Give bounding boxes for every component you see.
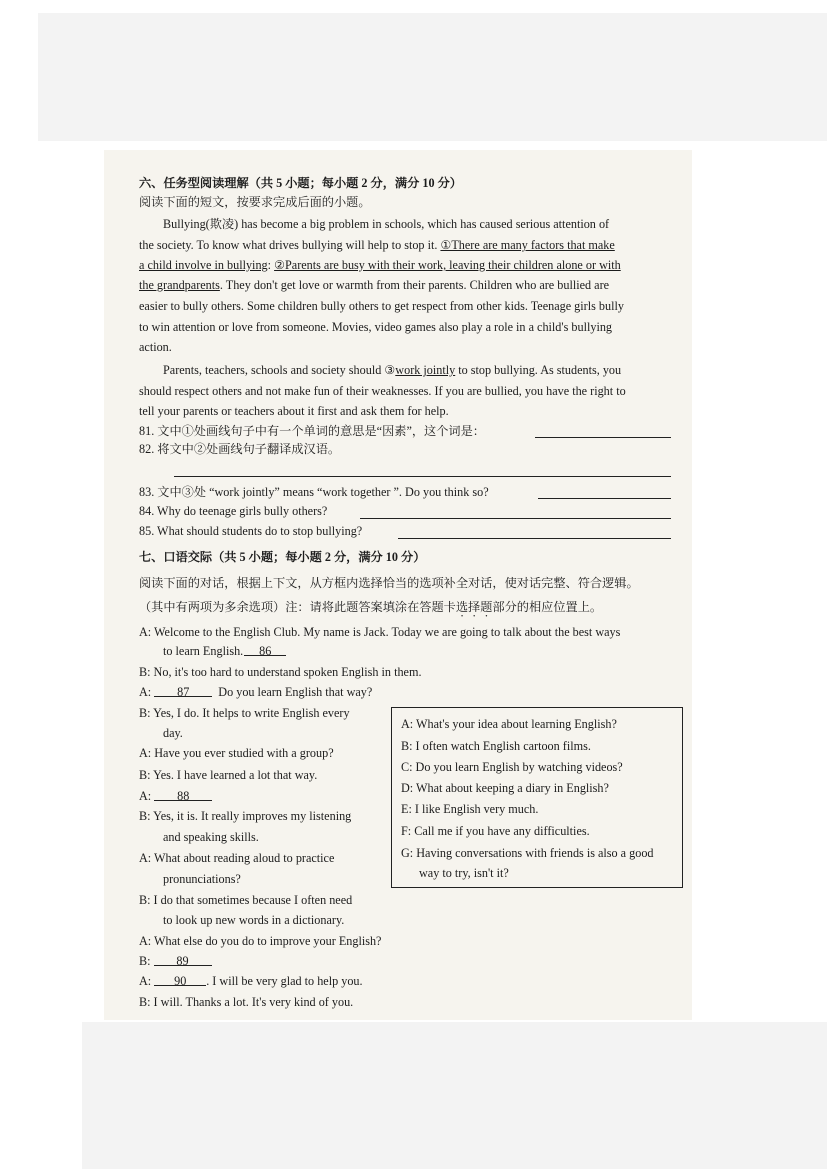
underlined-phrase-3: work jointly [395, 363, 456, 377]
dialogue-line: B: Yes, it is. It really improves my listening [139, 809, 352, 823]
note-emphasis: 选择题 [455, 600, 493, 614]
underlined-sentence-1-end: a child involve in bullying [139, 258, 268, 272]
option-e: E: I like English very much. [401, 802, 539, 816]
passage-line: to win attention or love from someone. Movies, video games also play a role in a child's bullying [139, 320, 613, 334]
question-83: 83. 文中③处 “work jointly” means “work together ”. Do you think so? [139, 485, 489, 499]
passage-line: easier to bully others. Some children bully others to get respect from other kids. Teenage girls bully [139, 299, 624, 313]
underlined-sentence-2-end: the grandparents [139, 278, 220, 292]
option-g-cont: way to try, isn't it? [419, 866, 509, 880]
question-81: 81. 文中①处画线句子中有一个单词的意思是“因素”，这个词是： [139, 424, 485, 438]
passage-line: tell your parents or teachers about it first and ask them for help. [139, 404, 449, 418]
section7-note [139, 599, 602, 620]
section6-title: 六、任务型阅读理解（共 5 小题；每小题 2 分，满分 10 分） [139, 176, 462, 190]
dialogue-line: and speaking skills. [163, 830, 259, 844]
passage-line [139, 237, 615, 253]
dialogue-text: A: [139, 789, 152, 803]
passage-line: should respect others and not make fun of their weaknesses. If you are bullied, you have the right to [139, 384, 626, 398]
dialogue-line [139, 788, 212, 804]
underlined-sentence-2: ②Parents are busy with their work, leaving their children alone or with [274, 258, 621, 272]
section6-instruction: 阅读下面的短文，按要求完成后面的小题。 [139, 195, 371, 209]
dialogue-line: B: Yes, I do. It helps to write English every [139, 706, 350, 720]
question-84: 84. Why do teenage girls bully others? [139, 504, 328, 518]
dialogue-line: day. [163, 726, 183, 740]
dialogue-line [139, 953, 212, 969]
passage-text: Parents, teachers, schools and society should [163, 363, 385, 377]
passage-line [139, 277, 609, 293]
answer-line-82[interactable] [174, 476, 671, 477]
circled-number-3: ③ [384, 363, 396, 377]
dialogue-line: to look up new words in a dictionary. [163, 913, 345, 927]
option-f: F: Call me if you have any difficulties. [401, 824, 590, 838]
dialogue-line [163, 643, 286, 659]
dialogue-text: to learn English. [163, 644, 244, 658]
passage-line [163, 362, 621, 378]
answer-line-85[interactable] [398, 538, 671, 539]
passage-line: Bullying(欺凌) has become a big problem in schools, which has caused serious attention of [163, 217, 610, 231]
top-scan-shadow [38, 13, 827, 141]
passage-text: . They don't get love or warmth from their parents. Children who are bullied are [219, 278, 610, 292]
dialogue-text: A: [139, 974, 152, 988]
blank-88[interactable]: 88 [154, 788, 212, 801]
dialogue-line: pronunciations? [163, 872, 241, 886]
dialogue-line: A: What else do you do to improve your English? [139, 934, 382, 948]
dialogue-line: B: I do that sometimes because I often need [139, 893, 353, 907]
answer-line-83[interactable] [538, 498, 671, 499]
option-c: C: Do you learn English by watching videos? [401, 760, 623, 774]
note-text: （其中有两项为多余选项）注：请将此题答案填涂在答题卡 [139, 600, 456, 614]
answer-line-84[interactable] [360, 518, 671, 519]
dialogue-line: B: No, it's too hard to understand spoken English in them. [139, 665, 422, 679]
option-d: D: What about keeping a diary in English? [401, 781, 609, 795]
dialogue-line: B: Yes. I have learned a lot that way. [139, 768, 318, 782]
dialogue-line [139, 684, 372, 700]
bottom-scan-shadow [82, 1022, 827, 1169]
option-b: B: I often watch English cartoon films. [401, 739, 591, 753]
section7-title: 七、口语交际（共 5 小题；每小题 2 分，满分 10 分） [139, 550, 426, 564]
dialogue-line [139, 973, 363, 989]
passage-text: the society. To know what drives bullying will help to stop it. [139, 238, 441, 252]
passage-line: action. [139, 340, 172, 354]
passage-text: : [267, 258, 275, 272]
question-82: 82. 将文中②处画线句子翻译成汉语。 [139, 442, 341, 456]
dialogue-line: A: Welcome to the English Club. My name is Jack. Today we are going to talk about the best ways [139, 625, 621, 639]
dialogue-text: Do you learn English that way? [218, 685, 373, 699]
note-text: 部分的相应位置上。 [492, 600, 603, 614]
dialogue-line: A: What about reading aloud to practice [139, 851, 335, 865]
passage-line [139, 257, 621, 273]
question-85: 85. What should students do to stop bullying? [139, 524, 363, 538]
blank-90[interactable]: 90 [154, 973, 206, 986]
option-a: A: What's your idea about learning English? [401, 717, 617, 731]
dialogue-line: A: Have you ever studied with a group? [139, 746, 334, 760]
dialogue-text: . I will be very glad to help you. [206, 974, 363, 988]
section7-instruction: 阅读下面的对话，根据上下文，从方框内选择恰当的选项补全对话，使对话完整、符合逻辑。 [139, 576, 639, 590]
underlined-sentence-1: ①There are many factors that make [440, 238, 615, 252]
blank-86[interactable]: 86 [244, 643, 286, 656]
blank-87[interactable]: 87 [154, 684, 212, 697]
dialogue-text: B: [139, 954, 151, 968]
option-g: G: Having conversations with friends is also a good [401, 846, 654, 860]
dialogue-line: B: I will. Thanks a lot. It's very kind of you. [139, 995, 354, 1009]
blank-89[interactable]: 89 [154, 953, 212, 966]
passage-text: to stop bullying. As students, you [455, 363, 622, 377]
dialogue-text: A: [139, 685, 152, 699]
answer-line-81[interactable] [535, 437, 671, 438]
